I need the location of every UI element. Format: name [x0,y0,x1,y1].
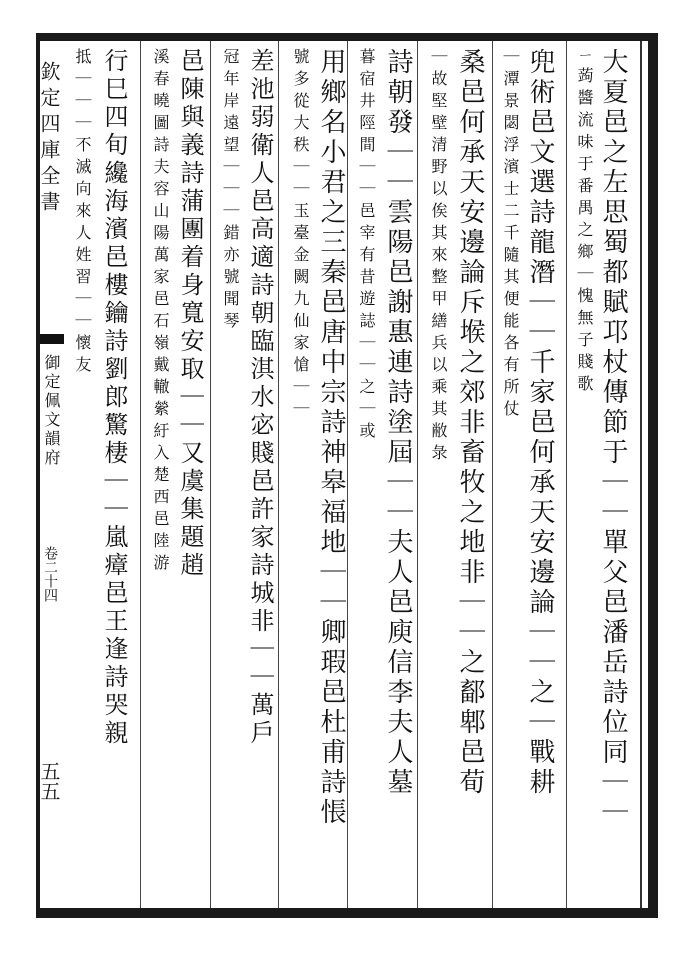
text-column: ｜潭景閟浮濱士二千隨其便能各有所仗 [501,48,520,422]
column-rule [347,41,348,908]
column-rule [140,41,141,908]
text-column: 抵｜｜｜不滅向來人姓習｜｜懷友 [73,48,92,378]
text-column: 號多從大秩｜｜玉臺金闕九仙家愴｜｜ [291,48,310,422]
text-column: 用鄉名小君之三秦邑唐中宗詩神皋福地｜｜卿瑕邑杜甫詩悵 [316,48,346,828]
column-rule [566,41,567,908]
text-column: ㄧ蒟醬流味于番禺之鄉｜愧無子賤歌 [575,48,594,397]
frame-inner-rule [640,41,642,908]
column-rule [492,41,493,908]
fish-tail-mark [40,334,64,344]
text-column: ｜故堅壁清野以俟其來整甲繕兵以乘其敝彔 [429,48,448,466]
text-column: 大夏邑之左思蜀都賦邛杖傳節于｜｜單父邑潘岳詩位同｜｜ [598,48,628,828]
column-rule [417,41,418,908]
section-title: 御定佩文韻府 [42,354,61,468]
frame-right-border [648,33,658,918]
frame-top-border [36,33,658,41]
text-column: 溪春曉圖詩夫容山陽萬家邑石嶺戴轍縈紆入楚西邑陸游 [151,48,170,576]
text-column: 冠年岸遠望｜｜｜錯亦號聞琴 [221,48,240,334]
section-number: 卷二十四 [42,546,58,602]
text-column: 兜術邑文選詩龍潛｜｜千家邑何承天安邊論｜｜之｜戰耕 [525,48,555,798]
text-column: 邑陳與義詩蒲團着身寬安取｜｜又虞集題趙 [176,48,204,580]
text-column: 行巳四旬纔海濱邑樓鑰詩劉郎驚棲｜｜嵐瘴邑王逢詩哭親 [100,48,128,748]
column-rule [278,41,279,908]
page-number: 五五 [37,761,61,801]
text-column: 桑邑何承天安邊論斥堠之郊非畜牧之地非｜｜之鄐郫邑荀 [455,48,485,798]
text-column: 詩朝發｜｜雲陽邑謝惠連詩塗屆｜｜夫人邑庾信李夫人墓 [383,48,413,798]
book-title: 欽定四庫全書 [37,61,61,217]
column-rule [210,41,211,908]
text-column: 暮宿井陘間｜｜邑宰有昔遊誌｜｜之｜或 [357,48,376,444]
text-column: 差池弱衛人邑高適詩朝臨淇水宓賤邑許家詩城非｜｜萬戶 [246,48,274,748]
margin-strip [37,41,64,908]
frame-bottom-border [36,908,658,918]
